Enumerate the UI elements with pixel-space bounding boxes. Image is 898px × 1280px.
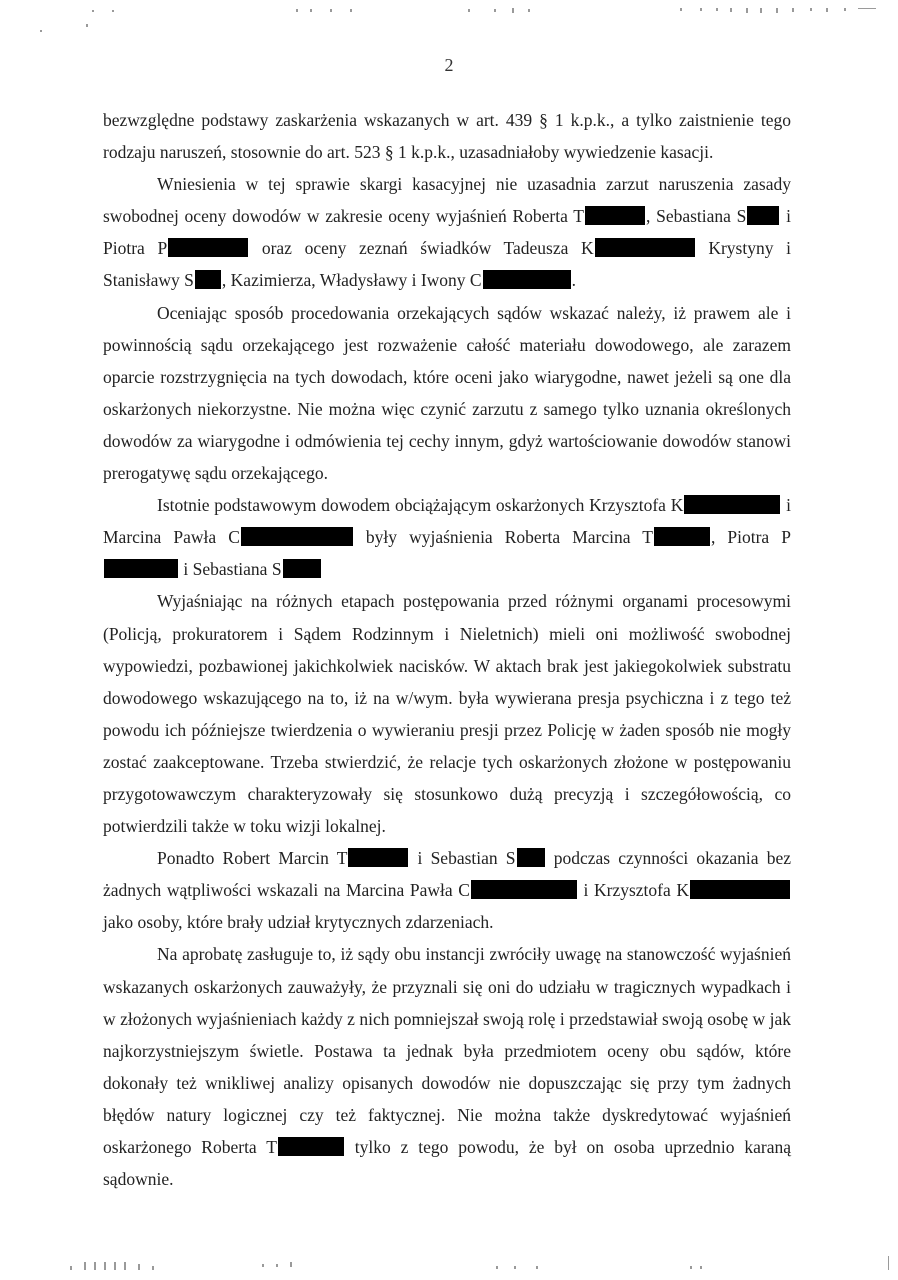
paragraph	[103, 842, 791, 938]
redaction-bar	[585, 206, 645, 225]
text-run: były wyjaśnienia Roberta Marcina T	[353, 527, 653, 548]
redaction-bar	[283, 559, 321, 578]
redaction-bar	[654, 527, 710, 546]
text-run: , Sebastiana S	[645, 206, 747, 227]
text-run: i Krzysztofa K	[577, 880, 689, 901]
text-run: Wniesienia w tej sprawie skargi kasacyjnej nie uzasadnia zarzut naruszenia zasady swobodnej oceny dowodów w zakresie oceny wyjaśnień Roberta T	[103, 174, 791, 227]
text-run: jako osoby, które brały udział krytycznych zdarzeniach.	[103, 912, 494, 933]
redaction-bar	[278, 1137, 344, 1156]
paragraph	[103, 585, 791, 842]
redaction-bar	[684, 495, 780, 514]
redaction-bar	[471, 880, 577, 899]
redaction-bar	[517, 848, 545, 867]
text-run: Oceniając sposób procedowania orzekających sądów wskazać należy, iż prawem ale i powinnością sądu orzekającego jest rozważenie całość materiału dowodowego, ale zarazem oparcie rozstrzygnięcia na tych dowodach, które oceni jako wiarygodne, nawet jeżeli są one dla oskarżonych niekorzystne. Nie można więc czynić zarzutu z samego tylko uznania określonych dowodów za wiarygodne i odmówienia tej cechy innym, gdyż wartościowanie dowodów stanowi prerogatywę sądu orzekającego.	[103, 302, 791, 484]
text-run: Wyjaśniając na różnych etapach postępowania przed różnymi organami procesowymi (Policją, prokuratorem i Sądem Rodzinnym i Nieletnich) mieli oni możliwość swobodnej wypowiedzi, pozbawionej jakichkolwiek nacisków. W aktach brak jest jakiegokolwiek substratu dowodowego wskazującego na to, iż na w/wym. była wywierana presja psychiczna i z tego też powodu ich późniejsze twierdzenia o wywieraniu presji przez Policję w żaden sposób nie mogły zostać zaakceptowane. Trzeba stwierdzić, że relacje tych oskarżonych złożone w postępowaniu przygotowawczym charakteryzowały się stosunkowo dużą precyzją i szczegółowością, co potwierdzili także w toku wizji lokalnej.	[103, 591, 791, 837]
text-run: i Piotra P	[103, 206, 792, 259]
paragraph	[103, 168, 791, 296]
text-run: Na aprobatę zasługuje to, iż sądy obu instancji zwróciły uwagę na stanowczość wyjaśnień wskazanych oskarżonych zauważyły, że przyznali się oni do udziału w tragicznych wypadkach i w złożonych wyjaśnieniach każdy z nich pomniejszał swoją rolę i przedstawiał swoją osobę w jak najkorzystniejszym świetle. Postawa ta jednak była przedmiotem oceny obu sądów, które dokonały też wnikliwej analizy opisanych dowodów nie dopuszczając się przy tym żadnych błędów natury logicznej czy też faktycznej. Nie można także dyskredytować wyjaśnień oskarżonego Roberta T	[103, 944, 791, 1157]
text-run: .	[571, 270, 576, 291]
redaction-bar	[747, 206, 779, 225]
paragraph	[103, 104, 791, 168]
redaction-bar	[104, 559, 178, 578]
text-run: Istotnie podstawowym dowodem obciążającym oskarżonych Krzysztofa K	[157, 495, 684, 516]
redaction-bar	[690, 880, 790, 899]
text-run: Krystyny i Stanisławy S	[103, 238, 791, 291]
redaction-bar	[483, 270, 571, 289]
text-run: i Marcina Pawła C	[103, 495, 791, 548]
text-run: oraz oceny zeznań świadków Tadeusza K	[249, 238, 594, 259]
text-run: , Piotra P	[710, 527, 791, 548]
redaction-bar	[348, 848, 408, 867]
text-run: bezwzględne podstawy zaskarżenia wskazanych w art. 439 § 1 k.p.k., a tylko zaistnienie tego rodzaju naruszeń, stosownie do art. 523 § 1 k.p.k., uzasadniałoby wywiedzenie kasacji.	[103, 110, 791, 163]
paragraph	[103, 938, 791, 1195]
document-body	[103, 104, 791, 1195]
text-run: tylko z tego powodu, że był on osoba uprzednio karaną sądownie.	[103, 1137, 791, 1190]
text-run: podczas czynności okazania bez żadnych wątpliwości wskazali na Marcina Pawła C	[103, 848, 791, 901]
redaction-bar	[168, 238, 248, 257]
text-run: i Sebastiana S	[179, 559, 282, 580]
redaction-bar	[195, 270, 221, 289]
text-run: i Sebastian S	[409, 848, 516, 869]
text-run: , Kazimierza, Władysławy i Iwony C	[221, 270, 482, 291]
text-run: Ponadto Robert Marcin T	[157, 848, 348, 869]
redaction-bar	[241, 527, 353, 546]
paragraph	[103, 489, 791, 585]
paragraph	[103, 297, 791, 490]
page-number: 2	[444, 55, 454, 75]
redaction-bar	[595, 238, 695, 257]
